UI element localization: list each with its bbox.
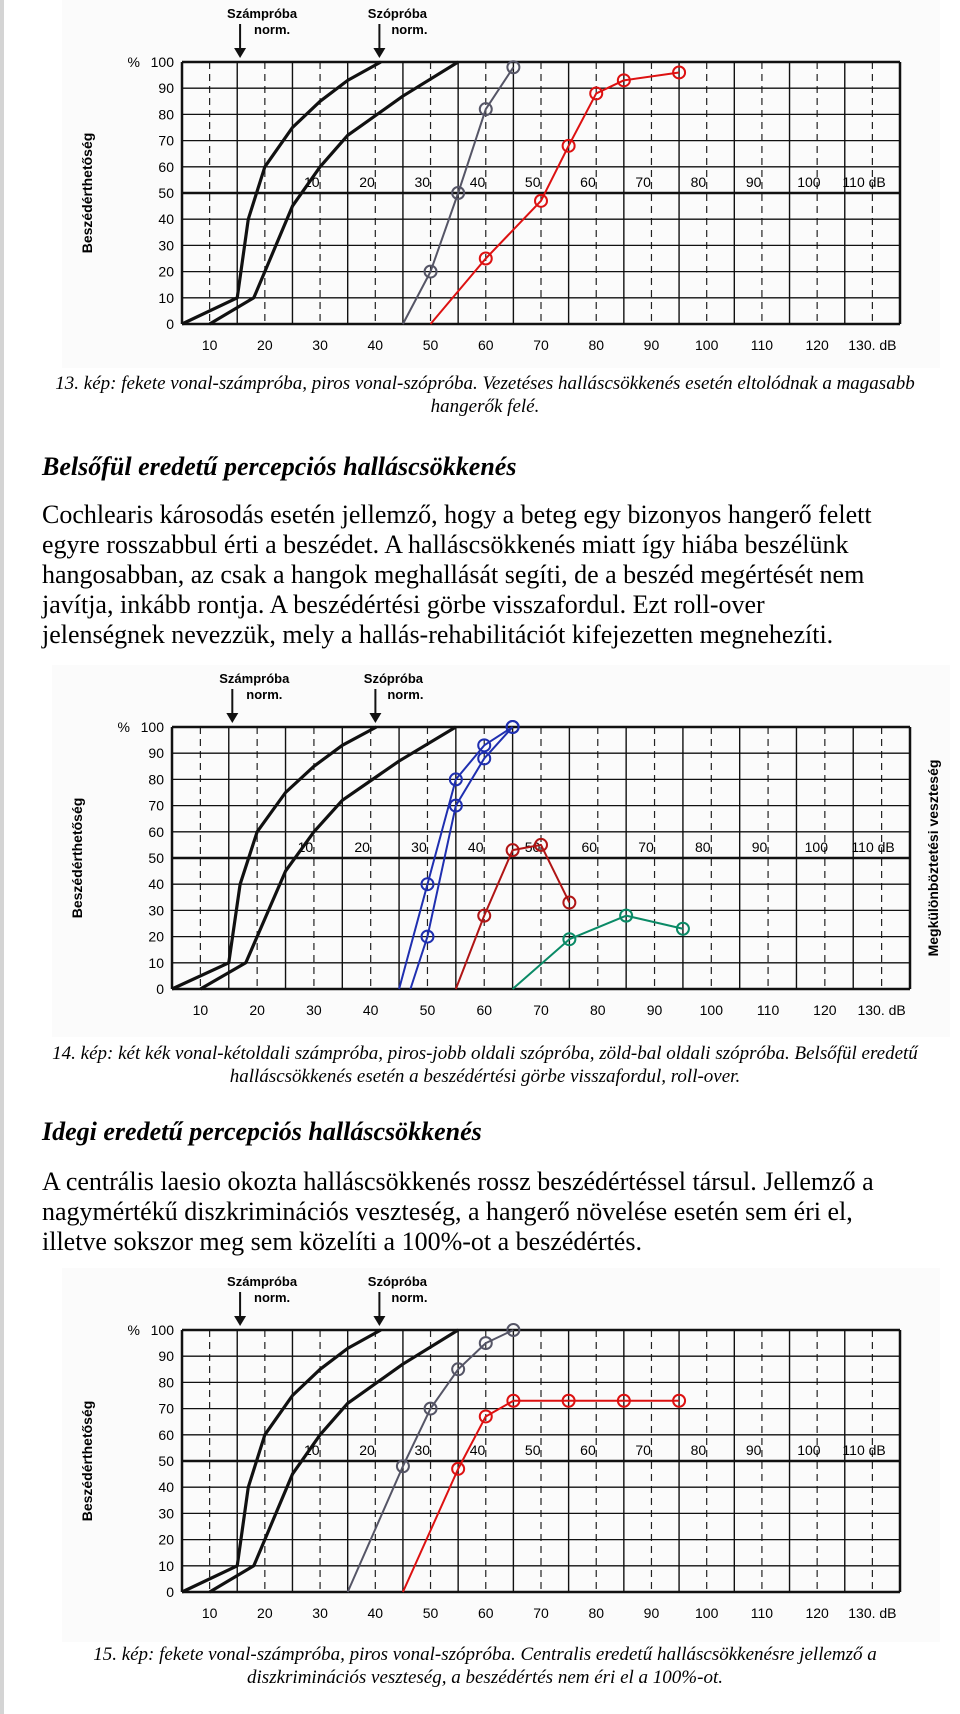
figure-15-caption: 15. kép: fekete vonal-számpróba, piros vonal-szópróba. Centralis eredetű halláscsökkenésre jellemző a diszkriminációs veszteség, a beszédértés nem éri el a 100%-ot. xyxy=(93,1644,877,1688)
bottom-x-tick-label: 90 xyxy=(646,1002,663,1018)
inner-x-tick-label: 90 xyxy=(745,174,762,190)
bottom-x-tick-label: 120 xyxy=(813,1002,837,1018)
section-heading-neural: Idegi eredetű percepciós halláscsökkenés xyxy=(42,1117,482,1146)
y-tick-label: 40 xyxy=(158,211,174,228)
y-tick-label: 20 xyxy=(158,263,174,280)
arrow-head-icon xyxy=(226,713,238,723)
y-tick-label: 70 xyxy=(158,132,174,149)
y-tick-label: 10 xyxy=(148,954,164,971)
bottom-x-tick-label: 80 xyxy=(588,1605,605,1621)
y-tick-label: 0 xyxy=(156,981,164,997)
y-tick-label: 100 xyxy=(150,1322,174,1338)
inner-x-tick-label: 10 xyxy=(297,839,314,855)
inner-x-tick-label: 10 xyxy=(304,1442,320,1458)
bottom-x-tick-label: 90 xyxy=(643,1605,660,1621)
y-unit-label: % xyxy=(117,719,130,735)
bottom-x-tick-label: 60 xyxy=(476,1002,493,1018)
bottom-x-tick-label: 80 xyxy=(589,1002,606,1018)
inner-x-tick-label: 100 xyxy=(797,1442,821,1458)
paragraph-line: jelenségnek nevezzük, mely a hallás-rehabilitációt kifejezetten megnehezíti. xyxy=(42,620,834,649)
inner-x-tick-label: 50 xyxy=(524,839,541,855)
section-paragraph-neural xyxy=(42,1167,942,1257)
bottom-x-tick-label: 40 xyxy=(367,337,384,353)
legend-szoproba-norm: norm. xyxy=(387,687,424,702)
inner-x-tick-label: 90 xyxy=(745,1442,762,1458)
inner-x-tick-label: 70 xyxy=(635,1442,651,1458)
y-tick-label: 30 xyxy=(158,237,174,254)
bottom-x-tick-label: 110 xyxy=(756,1002,780,1018)
inner-x-tick-label: 20 xyxy=(354,839,370,855)
y-tick-label: 80 xyxy=(158,106,174,123)
inner-x-tick-label: 10 xyxy=(304,174,320,190)
legend-szoproba-norm: norm. xyxy=(391,22,428,37)
bottom-x-tick-label: 10 xyxy=(192,1002,209,1018)
series-line xyxy=(431,72,680,324)
series-line xyxy=(513,916,683,989)
y-axis-title: Beszédérthetőség xyxy=(69,797,85,919)
bottom-x-tick-label: 60 xyxy=(477,337,494,353)
bottom-x-tick-label: 40 xyxy=(367,1605,384,1621)
audiogram-chart-14 xyxy=(52,665,950,1037)
inner-x-tick-label: 60 xyxy=(580,174,596,190)
bottom-x-tick-label: 110 xyxy=(750,1605,774,1621)
y-tick-label: 50 xyxy=(158,1453,174,1469)
y-tick-label: 50 xyxy=(158,185,174,201)
y-tick-label: 100 xyxy=(140,719,164,735)
bottom-x-tick-label: 80 xyxy=(588,337,605,353)
legend-szampróba-norm: norm. xyxy=(254,1290,291,1305)
inner-x-tick-label: 80 xyxy=(695,839,711,855)
bottom-x-tick-label: 130. dB xyxy=(857,1002,906,1018)
inner-x-tick-label: 50 xyxy=(524,174,541,190)
bottom-x-tick-label: 50 xyxy=(422,1605,439,1621)
legend-szampróba-norm: norm. xyxy=(246,687,283,702)
y-tick-label: 40 xyxy=(148,876,164,893)
bottom-x-tick-label: 20 xyxy=(257,1605,273,1621)
y-tick-label: 70 xyxy=(158,1400,174,1417)
y-unit-label: % xyxy=(127,1322,140,1338)
inner-x-tick-label: 110 dB xyxy=(842,174,886,190)
y-tick-label: 90 xyxy=(158,1348,174,1365)
y-tick-label: 20 xyxy=(148,928,164,945)
inner-x-tick-label: 100 xyxy=(804,839,829,855)
y-axis-title: Beszédérthetőség xyxy=(79,1400,95,1522)
paragraph-line: egyre rosszabbul érti a beszédet. A halláscsökkenés miatt így hiába beszélünk xyxy=(42,530,849,559)
y-tick-label: 60 xyxy=(158,1426,174,1443)
right-axis-title: Megkülönböztetési veszteség xyxy=(925,759,941,957)
legend-szoproba-label: Szópróba xyxy=(363,671,424,686)
y-tick-label: 20 xyxy=(158,1531,174,1548)
y-tick-label: 90 xyxy=(148,745,164,762)
inner-x-tick-label: 110 dB xyxy=(842,1442,886,1458)
y-unit-label: % xyxy=(127,54,140,70)
y-tick-label: 90 xyxy=(158,80,174,97)
y-axis-title: Beszédérthetőség xyxy=(79,132,95,254)
inner-x-tick-label: 70 xyxy=(635,174,651,190)
bottom-x-tick-label: 70 xyxy=(533,1605,549,1621)
figure-15 xyxy=(62,1268,940,1642)
arrow-head-icon xyxy=(373,1316,385,1326)
inner-x-tick-label: 80 xyxy=(690,174,707,190)
arrow-head-icon xyxy=(373,48,385,58)
inner-x-tick-label: 20 xyxy=(359,174,375,190)
bottom-x-tick-label: 10 xyxy=(201,1605,218,1621)
legend-szoproba-label: Szópróba xyxy=(367,6,428,21)
bottom-x-tick-label: 20 xyxy=(257,337,273,353)
y-tick-label: 70 xyxy=(148,797,164,814)
page-left-border xyxy=(0,0,4,1714)
bottom-x-tick-label: 50 xyxy=(422,337,439,353)
y-tick-label: 60 xyxy=(148,823,164,840)
y-tick-label: 0 xyxy=(166,1584,174,1600)
inner-x-tick-label: 90 xyxy=(751,839,768,855)
inner-x-tick-label: 50 xyxy=(524,1442,541,1458)
bottom-x-tick-label: 40 xyxy=(362,1002,379,1018)
bottom-x-tick-label: 100 xyxy=(695,1605,719,1621)
legend-szampróba-label: Számpróba xyxy=(227,6,298,21)
figure-13 xyxy=(62,0,940,368)
y-tick-label: 10 xyxy=(158,1557,174,1574)
bottom-x-tick-label: 120 xyxy=(805,337,829,353)
bottom-x-tick-label: 120 xyxy=(805,1605,829,1621)
paragraph-line: Cochlearis károsodás esetén jellemző, hogy a beteg egy bizonyos hangerő felett xyxy=(42,500,872,529)
legend-szampróba-label: Számpróba xyxy=(219,671,290,686)
section-paragraph-inner-ear xyxy=(42,500,942,650)
bottom-x-tick-label: 100 xyxy=(699,1002,723,1018)
section-heading-inner-ear: Belsőfül eredetű percepciós halláscsökkenés xyxy=(42,452,517,481)
legend-szampróba-label: Számpróba xyxy=(227,1274,298,1289)
bottom-x-tick-label: 90 xyxy=(643,337,660,353)
y-tick-label: 100 xyxy=(150,54,174,70)
y-tick-label: 0 xyxy=(166,316,174,332)
inner-x-tick-label: 70 xyxy=(638,839,654,855)
inner-x-tick-label: 110 dB xyxy=(851,839,895,855)
y-tick-label: 30 xyxy=(158,1505,174,1522)
bottom-x-tick-label: 130. dB xyxy=(848,1605,897,1621)
bottom-x-tick-label: 70 xyxy=(533,1002,549,1018)
y-tick-label: 10 xyxy=(158,289,174,306)
inner-x-tick-label: 40 xyxy=(469,174,486,190)
arrow-head-icon xyxy=(234,48,246,58)
figure-14 xyxy=(52,665,950,1037)
figure-14-caption: 14. kép: két kék vonal-kétoldali számpróba, piros-jobb oldali szópróba, zöld-bal oldali szópróba. Belsőfül eredetű halláscsökkenés esetén a beszédértési görbe visszafordul, roll-over. xyxy=(52,1043,918,1087)
inner-x-tick-label: 40 xyxy=(469,1442,486,1458)
inner-x-tick-label: 100 xyxy=(797,174,821,190)
arrow-head-icon xyxy=(234,1316,246,1326)
y-tick-label: 40 xyxy=(158,1479,174,1496)
y-tick-label: 30 xyxy=(148,902,164,919)
inner-x-tick-label: 30 xyxy=(414,1442,431,1458)
bottom-x-tick-label: 70 xyxy=(533,337,549,353)
inner-x-tick-label: 60 xyxy=(580,1442,596,1458)
y-tick-label: 80 xyxy=(158,1374,174,1391)
bottom-x-tick-label: 130. dB xyxy=(848,337,897,353)
paragraph-line: illetve sokszor meg sem közelíti a 100%-ot a beszédértés. xyxy=(42,1227,642,1256)
inner-x-tick-label: 30 xyxy=(411,839,427,855)
paragraph-line: nagymértékű diszkriminációs veszteség, a hangerő növelése esetén sem éri el, xyxy=(42,1197,853,1226)
legend-szoproba-label: Szópróba xyxy=(367,1274,428,1289)
audiogram-chart-13 xyxy=(62,0,940,368)
paragraph-line: A centrális laesio okozta halláscsökkenés rossz beszédértéssel társul. Jellemző a xyxy=(42,1167,874,1196)
y-tick-label: 60 xyxy=(158,158,174,175)
bottom-x-tick-label: 30 xyxy=(312,1605,328,1621)
audiogram-chart-15 xyxy=(62,1268,940,1642)
y-tick-label: 50 xyxy=(148,850,164,866)
figure-13-caption: 13. kép: fekete vonal-számpróba, piros vonal-szópróba. Vezetéses halláscsökkenés esetén eltolódnak a magasabb hangerők felé. xyxy=(55,373,915,417)
y-tick-label: 80 xyxy=(148,771,164,788)
inner-x-tick-label: 60 xyxy=(581,839,598,855)
bottom-x-tick-label: 30 xyxy=(306,1002,322,1018)
legend-szampróba-norm: norm. xyxy=(254,22,291,37)
bottom-x-tick-label: 100 xyxy=(695,337,719,353)
inner-x-tick-label: 40 xyxy=(467,839,484,855)
inner-x-tick-label: 30 xyxy=(414,174,431,190)
legend-szoproba-norm: norm. xyxy=(391,1290,428,1305)
bottom-x-tick-label: 30 xyxy=(312,337,328,353)
bottom-x-tick-label: 10 xyxy=(201,337,218,353)
arrow-head-icon xyxy=(369,713,381,723)
paragraph-line: javítja, inkább rontja. A beszédértési görbe visszafordul. Ezt roll-over xyxy=(42,590,765,619)
inner-x-tick-label: 80 xyxy=(690,1442,707,1458)
bottom-x-tick-label: 60 xyxy=(477,1605,494,1621)
bottom-x-tick-label: 110 xyxy=(750,337,774,353)
inner-x-tick-label: 20 xyxy=(359,1442,375,1458)
bottom-x-tick-label: 20 xyxy=(249,1002,265,1018)
bottom-x-tick-label: 50 xyxy=(419,1002,436,1018)
paragraph-line: hangosabban, az csak a hangok meghallását segíti, de a beszéd megértését nem xyxy=(42,560,865,589)
